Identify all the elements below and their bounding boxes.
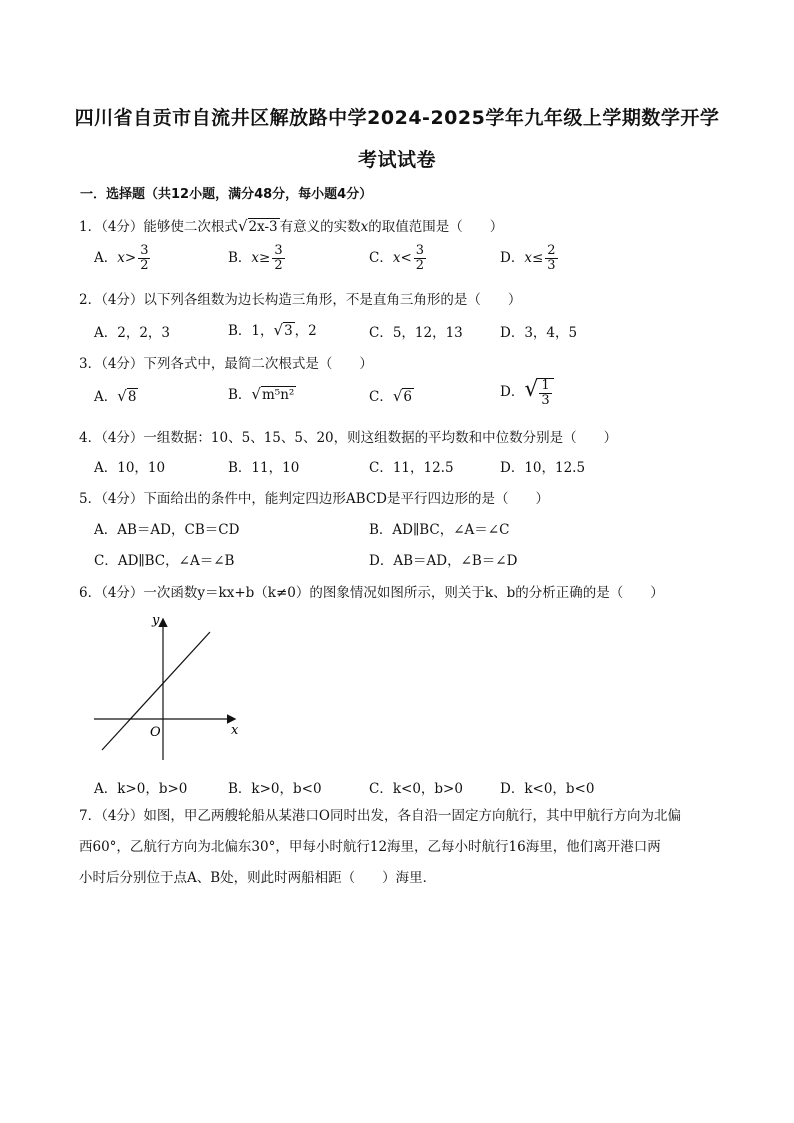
q3-option-c[interactable]: C．√6 <box>369 387 412 405</box>
q7-line-3: 小时后分别位于点A、B处，则此时两船相距（ ）海里． <box>79 870 437 886</box>
q6-graph <box>88 610 248 765</box>
q1-option-b[interactable]: B．x≥ $\frac{3}{2}$ <box>228 243 283 273</box>
q4-option-d[interactable]: D．10，12.5 <box>500 460 586 476</box>
q6-option-d[interactable]: D．k<0，b<0 <box>500 781 595 797</box>
q1-option-a[interactable]: A．x> $\frac{3}{2}$ <box>94 243 149 273</box>
q2-option-d[interactable]: D．3，4，5 <box>500 325 578 341</box>
q2-option-a[interactable]: A．2，2，3 <box>94 325 171 341</box>
q6-axis-y-label: y <box>152 613 160 628</box>
q6-axis-x-label: x <box>231 723 239 738</box>
q1-var: x <box>360 219 369 235</box>
question-6: 6．（4分）一次函数y＝kx+b（k≠0）的图象情况如图所示，则关于k、b的分析正确的是（ ） <box>79 585 664 601</box>
q3-option-b[interactable]: B．√m⁵n² <box>228 385 295 403</box>
q6-option-c[interactable]: C．k<0，b>0 <box>369 781 463 797</box>
q1-stem-b: 有意义的实数 <box>279 219 361 235</box>
question-5: 5．（4分）下面给出的条件中，能判定四边形ABCD是平行四边形的是（ ） <box>79 491 550 507</box>
q3-option-a[interactable]: A．√8 <box>94 387 137 405</box>
section-heading: 一．选择题（共12小题，满分48分，每小题4分） <box>80 187 373 202</box>
q1-option-c[interactable]: C．x< $\frac{3}{2}$ <box>369 243 425 273</box>
q1-sqrt: √2x-3 <box>237 217 278 235</box>
exam-title-line2: 考试试卷 <box>357 149 436 171</box>
question-4: 4．（4分）一组数据：10、5、15、5、20，则这组数据的平均数和中位数分别是（ ） <box>79 430 618 446</box>
q7-line-1: 7．（4分）如图，甲乙两艘轮船从某港口O同时出发，各自沿一固定方向航行，其中甲航行方向为北偏 <box>79 808 681 824</box>
q1-stem-c: 的取值范围是（ ） <box>368 219 504 235</box>
q7-line-2: 西60°，乙航行方向为北偏东30°，甲每小时航行12海里，乙每小时航行16海里，他们离开港口两 <box>79 839 661 855</box>
question-3: 3．（4分）下列各式中，最简二次根式是（ ） <box>79 356 373 372</box>
q5-option-b[interactable]: B．AD∥BC，∠A＝∠C <box>369 522 510 538</box>
q4-option-b[interactable]: B．11，10 <box>228 460 300 476</box>
q6-option-b[interactable]: B．k>0，b<0 <box>228 781 322 797</box>
q5-option-c[interactable]: C．AD∥BC，∠A＝∠B <box>94 553 235 569</box>
q2-option-c[interactable]: C．5，12，13 <box>369 325 463 341</box>
q1-radicand: 2x-3 <box>248 219 278 235</box>
exam-title-line1: 四川省自贡市自流井区解放路中学2024-2025学年九年级上学期数学开学 <box>74 107 720 129</box>
q5-option-a[interactable]: A．AB＝AD，CB＝CD <box>94 522 240 538</box>
q6-origin-label: O <box>150 725 161 740</box>
question-7 <box>79 801 719 894</box>
question-2: 2．（4分）以下列各组数为边长构造三角形，不是直角三角形的是（ ） <box>79 292 522 308</box>
q6-option-a[interactable]: A．k>0，b>0 <box>94 781 188 797</box>
q4-option-c[interactable]: C．11，12.5 <box>369 460 454 476</box>
q1-stem-a: 1．（4分）能够使二次根式 <box>79 219 238 235</box>
q2-option-b[interactable]: B．1，√3 ，2 <box>228 321 317 339</box>
q3-option-d[interactable]: D．√ $\frac{1}{3}$ <box>500 377 554 408</box>
q5-option-d[interactable]: D．AB＝AD，∠B＝∠D <box>369 553 518 569</box>
q1-option-d[interactable]: D．x≤ $\frac{2}{3}$ <box>500 243 556 273</box>
q4-option-a[interactable]: A．10，10 <box>94 460 166 476</box>
question-1 <box>79 215 503 235</box>
